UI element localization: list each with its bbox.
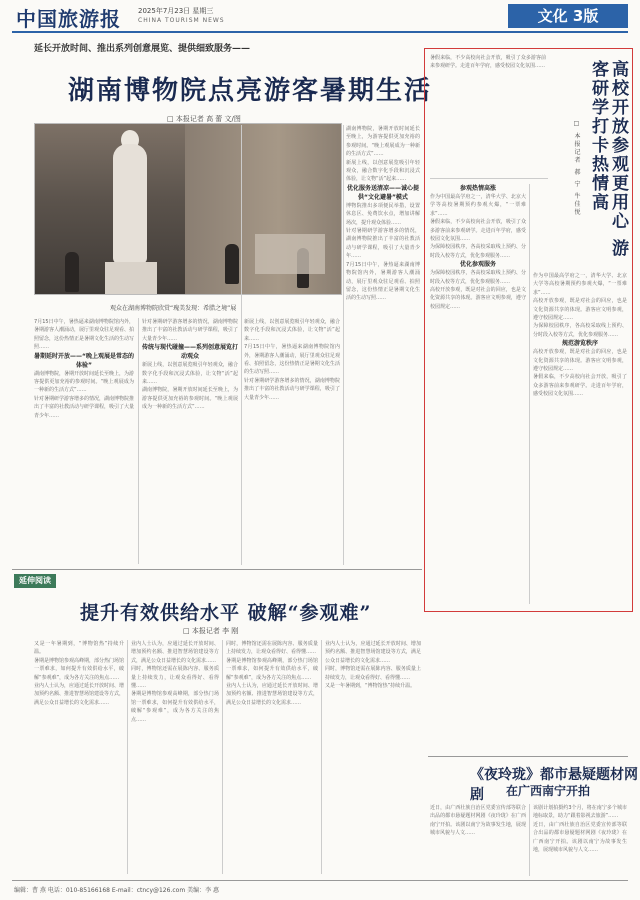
article3-tag: 延伸阅读 [14, 574, 56, 588]
article1-headline: 湖南博物院点亮游客暑期生活 [68, 76, 433, 106]
article4-headline-1: 《夜玲珑》都市悬疑题材网剧 [470, 767, 638, 803]
article1-photo [34, 123, 342, 295]
article3-headline: 提升有效供给水平 破解“参观难” [80, 602, 372, 624]
section-badge: 文化 3版 [508, 4, 628, 28]
footer-info: 编辑：曹 燕 电话：010-85166168 E-mail：ctncy@126.com 美编：李 惠 [14, 887, 219, 894]
article4-headline-2: 在广西南宁开拍 [506, 784, 591, 798]
article2-lead: 暑假来临，不少高校向社会开放，吸引了众多游客前来参观研学。走进百年学府，感受校园文化氛围…… [430, 55, 546, 70]
article2-byline: □ 本报记者 郝 宁 牛佳悦 [573, 120, 580, 217]
masthead-date: 2025年7月23日 星期三 [138, 7, 214, 15]
article2-column-2: 作为中国最高学府之一，清华大学、北京大学等高校暑期预约参观火爆，“一票难求”…… 高校开放参观，既是对社会的回应，也是文化资源共享的体现。游客应文明参观，遵守校园规定…… 为保障校园秩序，各高校采取线上预约、分时段入校等方式，优化参观服务…… 规范游览秩序 高校开放参观，既是对社会的回应，也是文化资源共享的体现。游客应文明参观，遵守校园规定…… 暑假来临，不少高校向社会开放，吸引了众多游客前来参观研学。走进百年学府，感受校园文化氛围…… [533, 273, 627, 398]
footer-rule [12, 880, 628, 881]
article1-column-3: 新展上线，以创意展览吸引年轻观众，融合数字化手段和沉浸式体验，让文物“活”起来…… 7月15日中午，暑热逼来湖南博物院馆内外，暑期游客人潮涌动，展厅里观众驻足观看、拍照留念，这份热情正是暑期文化生活的生动写照…… 针对暑期研学游客增多的情况，湖南博物院推出了丰富的社教活动与研学课程，吸引了大量青少年…… [244, 319, 340, 401]
article1-column-2: 针对暑期研学游客增多的情况，湖南博物院推出了丰富的社教活动与研学课程，吸引了大量青少年…… 传统与现代碰撞——系列创意展览打动观众 新展上线，以创意展览吸引年轻观众，融合数字化手段和沉浸式体验，让文物“活”起来…… 湖南博物院，暑期开放时间延长至晚上，为游客提供更加充裕的参观时间。“晚上观展成为一种新的生活方式”…… [142, 319, 238, 411]
article3-column-1: 又是一年暑期到，“博物馆热”持续升温。 暑期是博物馆参观高峰期，部分热门场馆一票难求，如何提升有效供给水平，破解“参观难”，成为各方关注的焦点…… 业内人士认为，应通过延长开放时间、增加预约名额、推进智慧场馆建设等方式，满足公众日益增长的文化需求…… [34, 641, 124, 706]
masthead-english: CHINA TOURISM NEWS [138, 17, 225, 24]
article1-subhead-3: 优化服务送清凉——诚心提供“文化避暑”模式 [346, 184, 419, 201]
article3-column-2: 业内人士认为，应通过延长开放时间、增加预约名额、推进智慧场馆建设等方式，满足公众日益增长的文化需求…… 同时，博物馆还需在展陈内容、服务质量上持续发力，让观众看得好、看得懂…… 暑期是博物馆参观高峰期，部分热门场馆一票难求，如何提升有效供给水平，破解“参观难”，成为各方关注的焦点…… [131, 641, 219, 723]
article3-column-3: 同时，博物馆还需在展陈内容、服务质量上持续发力，让观众看得好、看得懂…… 暑期是博物馆参观高峰期，部分热门场馆一票难求，如何提升有效供给水平，破解“参观难”，成为各方关注的焦点…… 业内人士认为，应通过延长开放时间、增加预约名额、推进智慧场馆建设等方式，满足公众日益增长的文化需求…… [226, 641, 318, 706]
article2-column-1: 参观热情高涨 作为中国最高学府之一，清华大学、北京大学等高校暑期预约参观火爆，“一票难求”…… 暑假来临，不少高校向社会开放，吸引了众多游客前来参观研学。走进百年学府，感受校园文化氛围…… 为保障校园秩序，各高校采取线上预约、分时段入校等方式，优化参观服务…… 优化参观服务 为保障校园秩序，各高校采取线上预约、分时段入校等方式，优化参观服务…… 高校开放参观，既是对社会的回应，也是文化资源共享的体现。游客应文明参观，遵守校园规定…… [430, 185, 526, 310]
article2-subhead-3: 规范游览秩序 [561, 340, 598, 348]
article1-column-4: 湖南博物院，暑期开放时间延长至晚上，为游客提供更加充裕的参观时间。“晚上观展成为一种新的生活方式”…… 新展上线，以创意展览吸引年轻观众，融合数字化手段和沉浸式体验，让文物“活”起来…… 优化服务送清凉——诚心提供“文化避暑”模式 博物院推出多项便民举措，设置休息区、免费饮水点，增加讲解场次，提升观众体验…… 针对暑期研学游客增多的情况，湖南博物院推出了丰富的社教活动与研学课程，吸引了大量青少年…… 7月15日中午，暑热逼来湖南博物院馆内外，暑期游客人潮涌动，展厅里观众驻足观看、拍照留念，这份热情正是暑期文化生活的生动写照…… [346, 126, 420, 302]
article2-headline: 高校开放参观更用心 游客研学打卡热情高 [588, 60, 628, 258]
article4-column-2: 该剧计划拍摄约3个月，将在南宁多个城市地标取景，助力“跟着影视去旅游”…… 近日，由广西壮族自治区党委宣传部等联合出品的都市悬疑题材网剧《夜玲珑》在广西南宁开拍。该剧以南宁为故事发生地，展现城市风貌与人文…… [533, 805, 627, 854]
article1-subhead-1: 暑期延时开放——“晚上观展是常态的体验” [34, 352, 134, 369]
article2-subhead-1: 参观热情高涨 [459, 185, 496, 192]
top-rule [12, 31, 628, 33]
article2-subhead-2: 优化参观服务 [459, 261, 496, 269]
section-divider [12, 569, 422, 570]
article1-subhead-2: 传统与现代碰撞——系列创意展览打动观众 [142, 344, 238, 361]
article1-photo-caption: 观众在湖南博物院欣赏“瑰美发现：希腊之境”展 [110, 305, 237, 312]
article1-byline: □ 本报记者 高 蕾 文/图 [167, 115, 241, 123]
article3-byline: □ 本报记者 李 刚 [183, 627, 239, 635]
masthead-logo: 中国旅游报 [16, 7, 121, 31]
article1-column-1: 7月15日中午，暑热逼来湖南博物院馆内外，暑期游客人潮涌动，展厅里观众驻足观看、拍照留念，这份热情正是暑期文化生活的生动写照…… 暑期延时开放——“晚上观展是常态的体验” 湖南博物院，暑期开放时间延长至晚上，为游客提供更加充裕的参观时间。“晚上观展成为一种新的生活方式”…… 针对暑期研学游客增多的情况，湖南博物院推出了丰富的社教活动与研学课程，吸引了大量青少年…… [34, 319, 134, 419]
article4-column-1: 近日，由广西壮族自治区党委宣传部等联合出品的都市悬疑题材网剧《夜玲珑》在广西南宁开拍。该剧以南宁为故事发生地，展现城市风貌与人文…… [430, 805, 526, 837]
article3-column-4: 业内人士认为，应通过延长开放时间、增加预约名额、推进智慧场馆建设等方式，满足公众日益增长的文化需求…… 同时，博物馆还需在展陈内容、服务质量上持续发力，让观众看得好、看得懂…… 又是一年暑期到，“博物馆热”持续升温。 [325, 641, 421, 690]
article1-kicker: 延长开放时间、推出系列创意展览、提供细致服务—— [34, 44, 251, 54]
